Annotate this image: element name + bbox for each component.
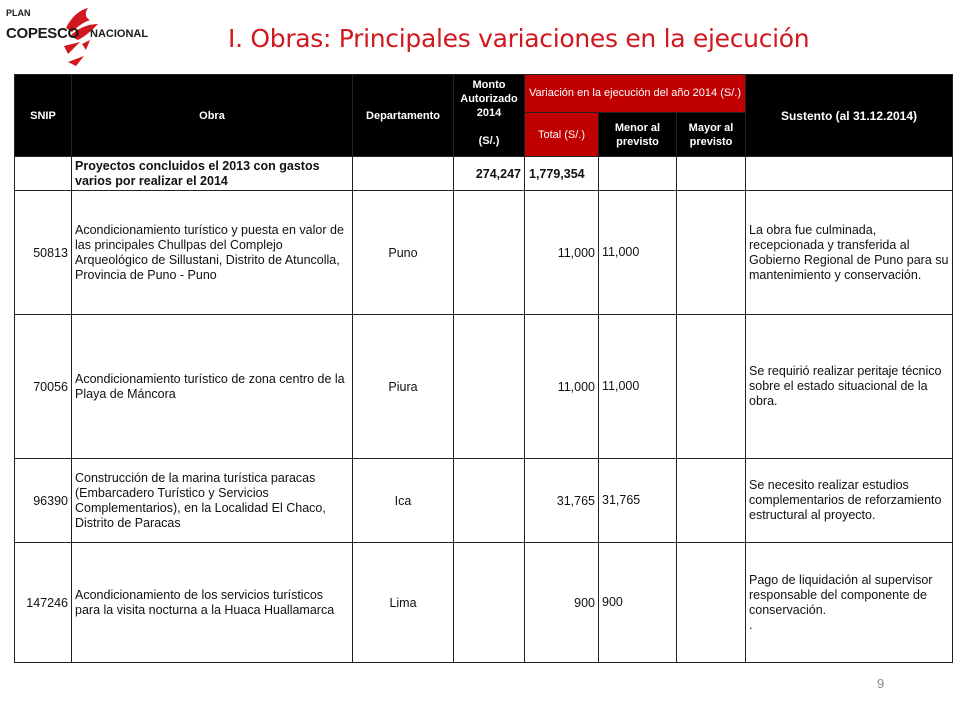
logo-nacional-text: NACIONAL xyxy=(90,28,149,40)
departamento-cell: Ica xyxy=(353,459,454,543)
summary-label: Proyectos concluidos el 2013 con gastos varios por realizar el 2014 xyxy=(72,157,353,191)
header-monto-unit: (S/.) xyxy=(478,135,500,147)
mayor-cell xyxy=(677,315,746,459)
obra-cell: Acondicionamiento turístico y puesta en valor de las principales Chullpas del Complejo Arqueológico de Sillustani, Distrito de Atuncolla, Provincia de Puno - Puno xyxy=(72,191,353,315)
summary-menor-cell xyxy=(599,157,677,191)
monto-cell xyxy=(454,315,525,459)
summary-total: 1,779,354 xyxy=(525,157,599,191)
sustento-cell: Pago de liquidación al supervisor responsable del componente de conservación. . xyxy=(746,543,953,663)
header-mayor: Mayor al previsto xyxy=(677,113,746,157)
summary-sustento-cell xyxy=(746,157,953,191)
obra-cell: Construcción de la marina turística paracas (Embarcadero Turístico y Servicios Complementarios), en la Localidad El Chaco, Distrito de Paracas xyxy=(72,459,353,543)
snip-cell: 50813 xyxy=(15,191,72,315)
header-departamento: Departamento xyxy=(353,75,454,157)
table-row xyxy=(15,191,953,315)
menor-cell: 11,000 xyxy=(599,315,677,459)
menor-cell: 11,000 xyxy=(599,191,677,315)
snip-cell: 147246 xyxy=(15,543,72,663)
header-menor: Menor al previsto xyxy=(599,113,677,157)
monto-cell xyxy=(454,543,525,663)
header-variacion: Variación en la ejecución del año 2014 (S/.) xyxy=(525,75,746,113)
summary-monto: 274,247 xyxy=(454,157,525,191)
header-monto xyxy=(454,75,525,157)
logo-copesco-text: COPESCO xyxy=(6,25,79,42)
snip-cell: 96390 xyxy=(15,459,72,543)
header-obra: Obra xyxy=(72,75,353,157)
total-cell: 11,000 xyxy=(525,191,599,315)
total-cell: 11,000 xyxy=(525,315,599,459)
mayor-cell xyxy=(677,191,746,315)
header-total: Total (S/.) xyxy=(525,113,599,157)
menor-cell: 31,765 xyxy=(599,459,677,543)
summary-departamento-cell xyxy=(353,157,454,191)
header-snip: SNIP xyxy=(15,75,72,157)
monto-cell xyxy=(454,191,525,315)
menor-cell: 900 xyxy=(599,543,677,663)
logo-plan-text: PLAN xyxy=(6,8,31,18)
sustento-cell: La obra fue culminada, recepcionada y transferida al Gobierno Regional de Puno para su mantenimiento y conservación. xyxy=(746,191,953,315)
table-row xyxy=(15,459,953,543)
variaciones-table xyxy=(14,74,953,663)
departamento-cell: Puno xyxy=(353,191,454,315)
total-cell: 900 xyxy=(525,543,599,663)
departamento-cell: Lima xyxy=(353,543,454,663)
page-title: I. Obras: Principales variaciones en la ejecución xyxy=(228,24,810,53)
table-row xyxy=(15,543,953,663)
sustento-cell: Se requirió realizar peritaje técnico sobre el estado situacional de la obra. xyxy=(746,315,953,459)
table-row xyxy=(15,315,953,459)
summary-mayor-cell xyxy=(677,157,746,191)
header-monto-label: Monto Autorizado 2014 xyxy=(460,79,518,119)
snip-cell: 70056 xyxy=(15,315,72,459)
plan-copesco-logo xyxy=(6,6,156,68)
monto-cell xyxy=(454,459,525,543)
mayor-cell xyxy=(677,459,746,543)
total-cell: 31,765 xyxy=(525,459,599,543)
sustento-cell: Se necesito realizar estudios complementarios de reforzamiento estructural al proyecto. xyxy=(746,459,953,543)
page-number: 9 xyxy=(877,676,885,691)
departamento-cell: Piura xyxy=(353,315,454,459)
summary-row xyxy=(15,157,953,191)
obra-cell: Acondicionamiento de los servicios turísticos para la visita nocturna a la Huaca Huallamarca xyxy=(72,543,353,663)
header-sustento: Sustento (al 31.12.2014) xyxy=(746,75,953,157)
mayor-cell xyxy=(677,543,746,663)
obra-cell: Acondicionamiento turístico de zona centro de la Playa de Máncora xyxy=(72,315,353,459)
summary-snip-cell xyxy=(15,157,72,191)
header-row-1 xyxy=(15,75,953,113)
